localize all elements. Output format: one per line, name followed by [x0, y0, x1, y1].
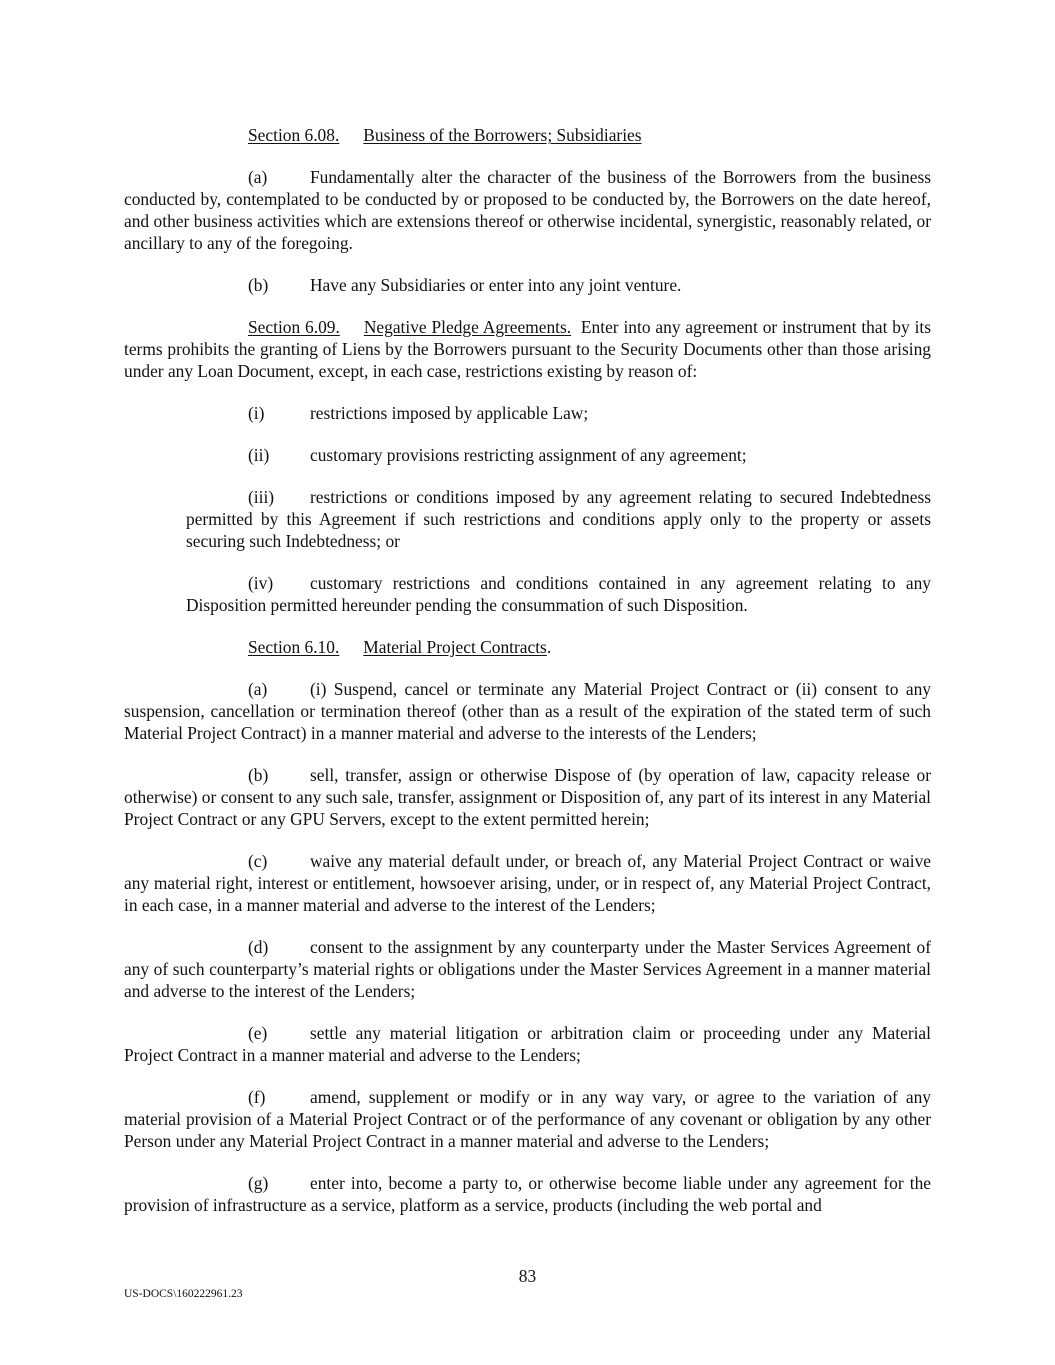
clause-text: settle any material litigation or arbitration claim or proceeding under any Material Project Contract in a manner material and adverse to the Lenders;	[124, 1023, 931, 1065]
section-title: Material Project Contracts	[363, 637, 547, 657]
section-intro: Enter into any agreement or instrument that by its terms prohibits the granting of Liens by the Borrowers pursuant to the Security Documents other than those arising under any Loan Document, except, in each case, restrictions existing by reason of:	[124, 317, 932, 381]
page-number: 83	[518, 1266, 537, 1286]
document-id: US-DOCS\160222961.23	[124, 1288, 243, 1300]
clause-text: amend, supplement or modify or in any way vary, or agree to the variation of any material provision of a Material Project Contract or of the performance of any covenant or obligation by any other Person under any Material Project Contract in a manner material and adverse to the Lenders;	[124, 1087, 931, 1151]
section-title-period: .	[546, 637, 552, 657]
section-number: Section 6.09.	[248, 317, 340, 337]
clause-label: (iv)	[248, 573, 274, 593]
clause-label: (iii)	[248, 487, 275, 507]
clause-label: (g)	[248, 1173, 269, 1193]
clause-b	[124, 274, 931, 296]
clause-text: customary restrictions and conditions contained in any agreement relating to any Disposition permitted hereunder pending the consummation of such Disposition.	[186, 573, 931, 615]
section-6-09	[124, 316, 931, 382]
clause-g	[124, 1172, 931, 1216]
clause-ii	[124, 444, 931, 466]
section-6-10-heading	[124, 636, 931, 658]
clause-text: waive any material default under, or breach of, any Material Project Contract or waive any material right, interest or entitlement, howsoever arising, under, or in respect of, any Material Project Contract, in each case, in a manner material and adverse to the interest of the Lenders;	[124, 851, 931, 915]
clause-b	[124, 764, 931, 830]
clause-text: restrictions or conditions imposed by any agreement relating to secured Indebtedness permitted by this Agreement if such restrictions and conditions apply only to the property or assets securing such Indebtedness; or	[186, 487, 931, 551]
clause-iii	[124, 486, 931, 552]
document-body	[124, 124, 931, 1236]
clause-label: (ii)	[248, 445, 270, 465]
clause-label: (a)	[248, 167, 268, 187]
clause-label: (b)	[248, 275, 269, 295]
clause-text: restrictions imposed by applicable Law;	[310, 403, 589, 423]
clause-iv	[124, 572, 931, 616]
clause-text: Fundamentally alter the character of the business of the Borrowers from the business conducted by, contemplated to be conducted by or proposed to be conducted by, the Borrowers on the date hereof, and other business activities which are extensions thereof or otherwise incidental, synergistic, reasonably related, or ancillary to any of the foregoing.	[124, 167, 931, 253]
clause-text: Have any Subsidiaries or enter into any joint venture.	[310, 275, 682, 295]
clause-label: (e)	[248, 1023, 268, 1043]
clause-i	[124, 402, 931, 424]
clause-c	[124, 850, 931, 916]
section-title: Negative Pledge Agreements.	[363, 317, 572, 337]
clause-text: consent to the assignment by any counterparty under the Master Services Agreement of any of such counterparty’s material rights or obligations under the Master Services Agreement in a manner material and adverse to the interest of the Lenders;	[124, 937, 931, 1001]
clause-label: (c)	[248, 851, 268, 871]
clause-label: (d)	[248, 937, 269, 957]
clause-text: customary provisions restricting assignment of any agreement;	[310, 445, 747, 465]
section-number: Section 6.10.	[248, 637, 340, 657]
clause-f	[124, 1086, 931, 1152]
clause-label: (f)	[248, 1087, 266, 1107]
clause-label: (i)	[248, 403, 265, 423]
clause-e	[124, 1022, 931, 1066]
clause-text: enter into, become a party to, or otherwise become liable under any agreement for the provision of infrastructure as a service, platform as a service, products (including the web portal and	[124, 1173, 931, 1215]
clause-d	[124, 936, 931, 1002]
clause-label: (b)	[248, 765, 269, 785]
section-6-08-heading	[124, 124, 931, 146]
clause-a	[124, 678, 931, 744]
clause-label: (a)	[248, 679, 268, 699]
section-title: Business of the Borrowers; Subsidiaries	[363, 125, 642, 145]
clause-text: (i) Suspend, cancel or terminate any Material Project Contract or (ii) consent to any suspension, cancellation or termination thereof (other than as a result of the expiration of the stated term of such Material Project Contract) in a manner material and adverse to the interests of the Lenders;	[124, 679, 931, 743]
clause-text: sell, transfer, assign or otherwise Dispose of (by operation of law, capacity release or otherwise) or consent to any such sale, transfer, assignment or Disposition of, any part of its interest in any Material Project Contract or any GPU Servers, except to the extent permitted herein;	[124, 765, 931, 829]
clause-a	[124, 166, 931, 254]
section-number: Section 6.08.	[248, 125, 340, 145]
